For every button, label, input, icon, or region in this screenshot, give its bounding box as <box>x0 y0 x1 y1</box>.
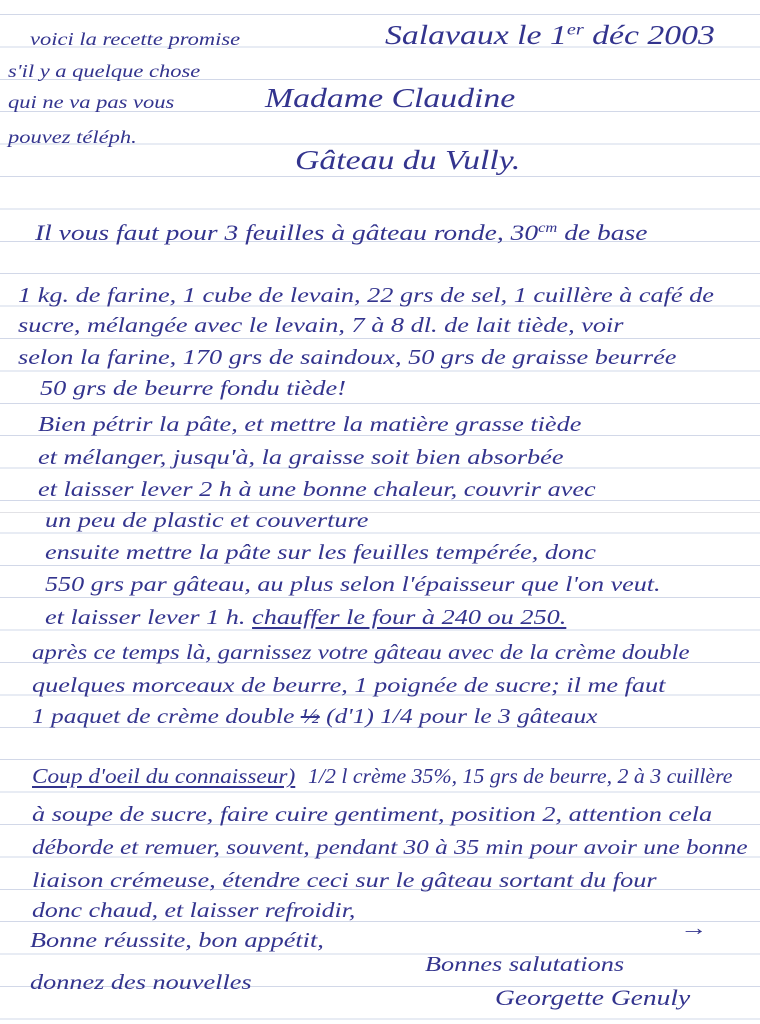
recipe-line: 550 grs par gâteau, au plus selon l'épaisseur que l'on veut. <box>45 572 661 596</box>
glaze-line: 1/2 l crème 35%, 15 grs de beurre, 2 à 3 cuillère <box>308 764 733 788</box>
glaze-line: donc chaud, et laisser refroidir, <box>32 898 356 922</box>
recipe-line-cream-pack: 1 paquet de crème double ½ (d'1) 1/4 pour le 3 gâteaux <box>32 704 598 728</box>
recipe-line: un peu de plastic et couverture <box>45 508 369 532</box>
recipe-line: sucre, mélangée avec le levain, 7 à 8 dl. de lait tiède, voir <box>18 313 624 337</box>
glaze-heading: Coup d'oeil du connaisseur) <box>32 764 296 788</box>
signature: Georgette Genuly <box>495 985 691 1010</box>
recipe-title: Gâteau du Vully. <box>295 145 521 175</box>
recipe-line: et laisser lever 2 h à une bonne chaleur, couvrir avec <box>38 477 596 501</box>
recipe-line: après ce temps là, garnissez votre gâteau avec de la crème double <box>32 640 690 664</box>
closing-greeting: Bonnes salutations <box>425 952 625 976</box>
intro-line: Il vous faut pour 3 feuilles à gâteau ronde, $30^{cm}$ de base <box>35 220 648 245</box>
recipe-line-oven: et laisser lever 1 h. chauffer le four à 240 ou 250. <box>45 605 567 629</box>
glaze-line: déborde et remuer, souvent, pendant 30 à 35 min pour avoir une bonne <box>32 835 748 859</box>
arrow-icon: → <box>680 915 708 940</box>
margin-note-line: voici la recette promise <box>30 29 241 49</box>
recipe-line: ensuite mettre la pâte sur les feuilles tempérée, donc <box>45 540 596 564</box>
recipe-line: quelques morceaux de beurre, 1 poignée de sucre; il me faut <box>32 673 666 697</box>
place-and-date: Salavaux le 1er déc 2003 <box>385 20 715 50</box>
recipient-name: Madame Claudine <box>265 83 516 113</box>
margin-note-line: pouvez téléph. <box>8 127 137 147</box>
margin-note-line: s'il y a quelque chose <box>8 61 201 81</box>
glaze-line: liaison crémeuse, étendre ceci sur le gâteau sortant du four <box>32 868 657 892</box>
recipe-line: 50 grs de beurre fondu tiède! <box>40 376 346 400</box>
closing-request: donnez des nouvelles <box>30 970 252 994</box>
recipe-line: Bien pétrir la pâte, et mettre la matière grasse tiède <box>38 412 582 436</box>
margin-note-line: qui ne va pas vous <box>8 92 175 112</box>
recipe-line: et mélanger, jusqu'à, la graisse soit bien absorbée <box>38 445 564 469</box>
recipe-line: 1 kg. de farine, 1 cube de levain, 22 grs de sel, 1 cuillère à café de <box>18 283 714 307</box>
struck-out-fraction: ½ <box>300 704 320 728</box>
oven-temperature-underlined: chauffer le four à 240 ou 250. <box>252 605 567 629</box>
closing-wish: Bonne réussite, bon appétit, <box>30 928 324 952</box>
glaze-line: à soupe de sucre, faire cuire gentiment, position 2, attention cela <box>32 802 713 826</box>
recipe-line: selon la farine, 170 grs de saindoux, 50 grs de graisse beurrée <box>18 345 677 369</box>
